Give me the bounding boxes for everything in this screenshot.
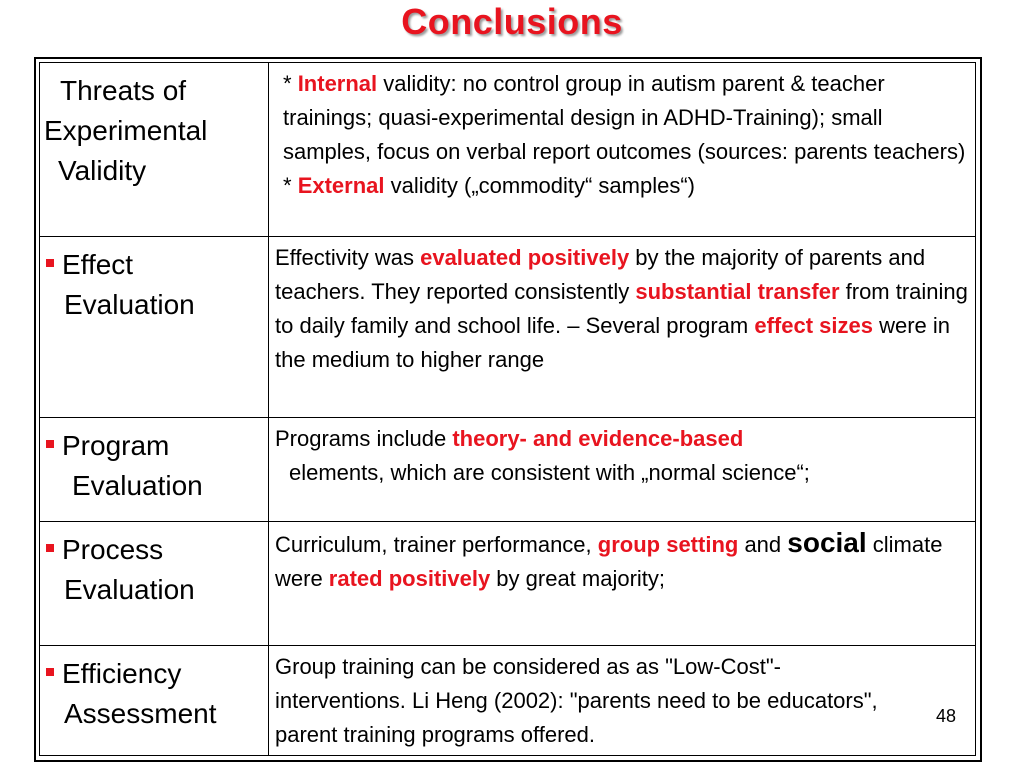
conclusions-table-frame: [34, 57, 982, 762]
label-line: Evaluation: [72, 470, 203, 501]
label-line: Process: [62, 534, 164, 565]
external-validity-text: [275, 169, 969, 203]
text-span: validity („commodity“ samples“): [384, 173, 696, 198]
row-content-program: [268, 417, 976, 522]
label-line: Effect: [62, 249, 134, 280]
highlight-external: External: [297, 173, 385, 198]
text-span: validity: no control group in autism parent & teacher trainings; quasi-experimental design in ADHD-Training); small samples, focus on verbal report outcomes (sources: parents teachers): [283, 71, 966, 164]
highlight-effect-sizes: effect sizes: [754, 313, 873, 338]
label-line: Evaluation: [64, 574, 195, 605]
label-line: Threats of: [60, 75, 187, 106]
text-span: by great majority;: [490, 566, 666, 591]
row-label-process: [39, 521, 269, 646]
label-line: Efficiency: [62, 658, 182, 689]
conclusions-table: [40, 63, 976, 756]
text-span: climate were: [275, 532, 943, 591]
row-content-threats: [268, 62, 976, 237]
page-number: 48: [936, 706, 957, 726]
row-label-effect: [39, 236, 269, 418]
text-span: were in the medium to higher range: [275, 313, 951, 372]
label-line-with-bullet: [46, 426, 266, 466]
label-line-with-bullet: [46, 245, 266, 285]
row-label-efficiency: [39, 645, 269, 756]
program-line-1: [275, 422, 969, 456]
text-span: Curriculum, trainer performance,: [275, 532, 598, 557]
internal-validity-text: [275, 67, 969, 169]
bullet-square-icon: [46, 668, 54, 676]
text-span: from training to daily family and school life. – Several program: [275, 279, 968, 338]
bullet-square-icon: [46, 440, 54, 448]
highlight-substantial-transfer: substantial transfer: [635, 279, 840, 304]
text-span: Group training can be considered as as "Low-Cost"-interventions. Li Heng (2002): "parents need to be educators", parent training programs offered.: [275, 654, 878, 747]
highlight-rated-positively: rated positively: [328, 566, 491, 591]
text-span: and: [738, 532, 788, 557]
row-content-process: [268, 521, 976, 646]
label-line: Evaluation: [64, 289, 195, 320]
row-content-efficiency: [268, 645, 976, 756]
text-span: Programs include: [275, 426, 453, 451]
text-span: Effectivity was: [275, 245, 421, 270]
emphasis-social: social: [787, 527, 867, 558]
label-line: Program: [62, 430, 170, 461]
label-line-with-bullet: [46, 530, 266, 570]
highlight-evaluated-positively: evaluated positively: [420, 245, 630, 270]
slide-title: Conclusions: [401, 1, 623, 42]
bullet-square-icon: [46, 544, 54, 552]
row-content-effect: [268, 236, 976, 418]
highlight-group-setting: group setting: [597, 532, 739, 557]
label-line: Assessment: [64, 698, 217, 729]
program-line-2: elements, which are consistent with „normal science“;: [289, 460, 810, 485]
highlight-theory-evidence: theory- and evidence-based: [452, 426, 744, 451]
bullet-star: *: [283, 71, 298, 96]
highlight-internal: Internal: [297, 71, 378, 96]
label-line: Validity: [58, 155, 147, 186]
row-label-threats: [39, 62, 269, 237]
label-line: Experimental: [44, 115, 208, 146]
text-span: by the majority of parents and teachers. They reported consistently: [275, 245, 926, 304]
row-label-program: [39, 417, 269, 522]
bullet-square-icon: [46, 259, 54, 267]
bullet-star: *: [283, 173, 298, 198]
label-line-with-bullet: [46, 654, 266, 694]
